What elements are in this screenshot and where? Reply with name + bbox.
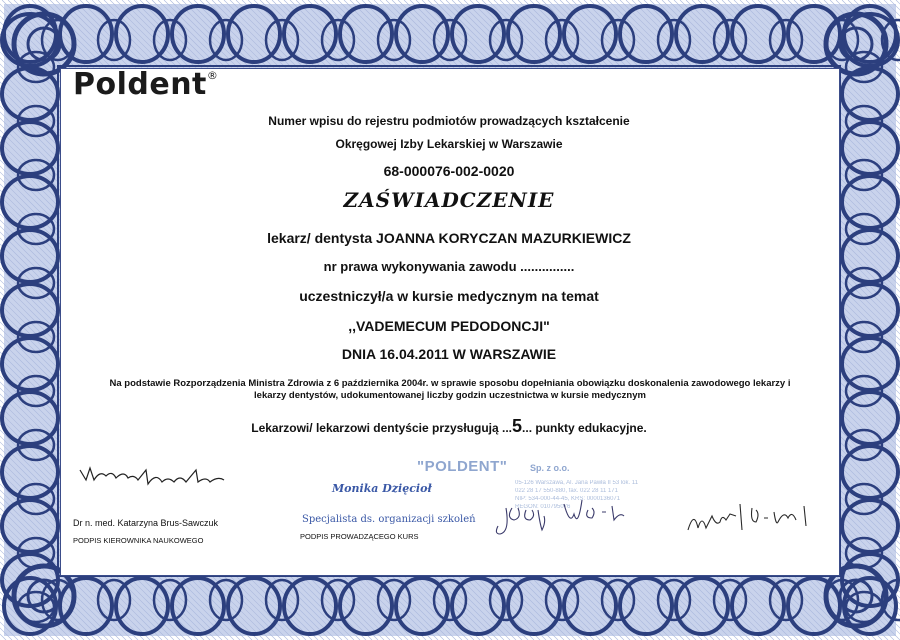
legal-basis: Na podstawie Rozporządzenia Ministra Zdrowia z 6 października 2004r. w sprawie sposobu dopełniania obowiązku doskonalenia zawodowego lekarzy i lekarzy dentystów, udokumentowanej liczby godzin uczestnictwa w kursie medycznym	[109, 378, 791, 401]
stamp-company-suffix: Sp. z o.o.	[530, 463, 570, 473]
stamp-phone-line: 022 28 17 550-880, fax. 022 28 11 171	[515, 488, 618, 494]
course-leader-signature-label: PODPIS PROWADZĄCEGO KURS	[300, 532, 419, 541]
signature-right	[688, 504, 806, 530]
registry-line-1: Numer wpisu do rejestru podmiotów prowadzących kształcenie	[268, 114, 630, 128]
coordinator-role-stamp: Specjalista ds. organizacji szkoleń	[302, 514, 476, 525]
points-suffix: ... punkty edukacyjne.	[522, 421, 647, 435]
stamp-company-name: "POLDENT"	[417, 458, 508, 475]
signature-left	[80, 468, 224, 484]
points-value: 5	[512, 416, 523, 436]
registry-line-2: Okręgowej Izby Lekarskiej w Warszawie	[335, 137, 563, 151]
course-date: DNIA 16.04.2011 W WARSZAWIE	[341, 346, 557, 362]
registry-number: 68-000076-002-0020	[383, 163, 515, 179]
certificate-title: ZAŚWIADCZENIE	[343, 188, 555, 212]
logo-text: Poldent	[73, 67, 207, 102]
coordinator-name-stamp: Monika Dzięcioł	[332, 482, 432, 495]
stamp-regon-line: REGON: 010795076	[515, 504, 571, 510]
registered-mark: ®	[206, 69, 219, 82]
license-line: nr prawa wykonywania zawodu ...............	[323, 259, 575, 274]
stamp-nip-line: NIP: 534-000-44-45, KRS: 0000136071	[515, 496, 621, 502]
stamp-address-line: 05-126 Warszawa, Al. Jana Pawła II 53 lok. 11	[515, 480, 639, 486]
scientific-director-signature-label: PODPIS KIEROWNIKA NAUKOWEGO	[73, 536, 204, 545]
participation-line: uczestniczył/a w kursie medycznym na temat	[299, 288, 599, 304]
course-topic: ,,VADEMECUM PEDODONCJI"	[348, 318, 550, 334]
signature-center	[496, 500, 624, 534]
points-prefix: Lekarzowi/ lekarzowi dentyście przysługują ...	[251, 421, 513, 435]
recipient-line: lekarz/ dentysta JOANNA KORYCZAN MAZURKIEWICZ	[267, 230, 631, 246]
scientific-director-name: Dr n. med. Katarzyna Brus-Sawczuk	[73, 518, 219, 528]
